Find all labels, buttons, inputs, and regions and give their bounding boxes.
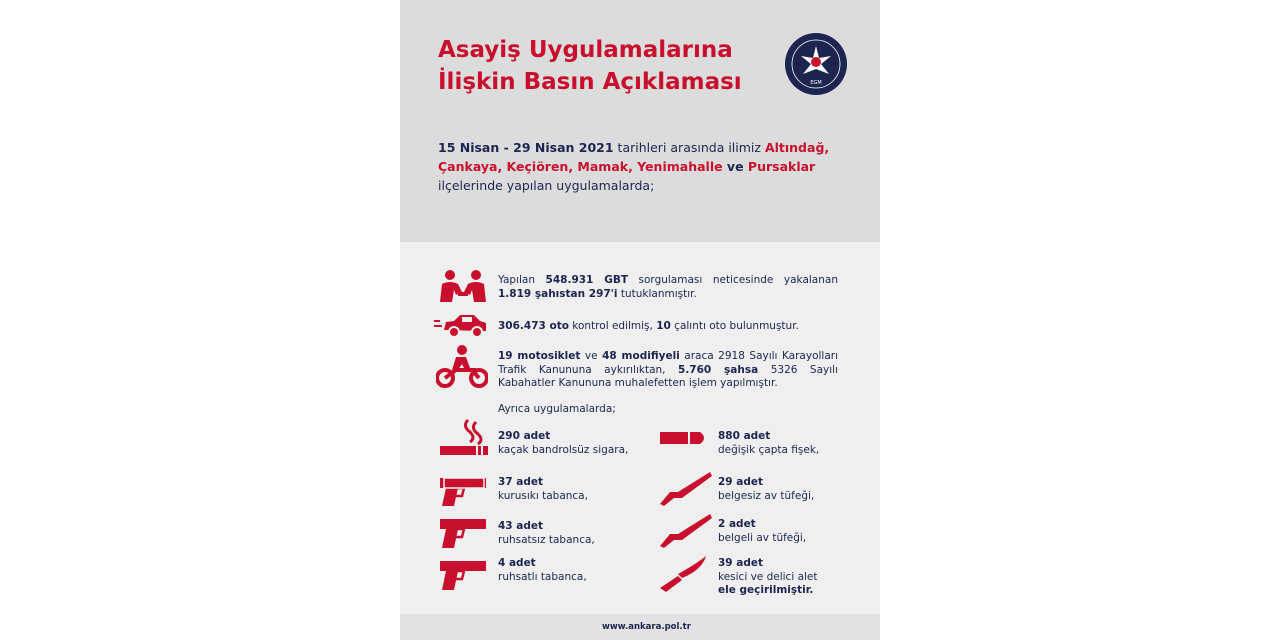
item-left-3: 43 adet ruhsatsız tabanca, — [498, 520, 595, 546]
intro-paragraph: 15 Nisan - 29 Nisan 2021 tarihleri arasında ilimiz Altındağ, Çankaya, Keçiören, Mamak, Yenimahalle ve Pursaklar ilçelerinde yapılan uygulamalarda; — [438, 140, 830, 193]
gbt-text: Yapılan 548.931 GBT sorgulaması neticesinde yakalanan 1.819 şahıstan 297'i tutuklanmıştır. — [498, 274, 838, 300]
footer-bar — [400, 614, 880, 640]
also-heading: Ayrıca uygulamalarda; — [498, 403, 616, 415]
item-left-4: 4 adet ruhsatlı tabanca, — [498, 557, 587, 583]
registered-shotgun-icon — [656, 512, 712, 552]
press-release-poster — [400, 0, 880, 640]
car-text: 306.473 oto kontrol edilmiş, 10 çalıntı oto bulunmuştur. — [498, 320, 799, 332]
motorcycle-icon — [436, 344, 488, 388]
cigarette-icon — [438, 418, 490, 458]
website-link[interactable]: www.ankara.pol.tr — [602, 622, 691, 632]
item-right-4: 39 adet kesici ve delici alet ele geçirilmiştir. — [718, 557, 818, 596]
title-line-1: Asayiş Uygulamalarına — [438, 37, 733, 63]
knife-icon — [656, 554, 710, 594]
motorcycle-text: 19 motosiklet ve 48 modifiyeli araca 2918 Sayılı Karayolları Trafik Kanununa aykırılıktan, 5.760 şahsa 5326 Sayılı Kabahatler Kanununa muhalefetten işlem yapılmıştır. — [498, 350, 839, 389]
item-left-2: 37 adet kurusıkı tabanca, — [498, 476, 588, 502]
car-icon — [434, 312, 488, 338]
blank-pistol-icon — [438, 474, 488, 510]
svg-text:EGM: EGM — [810, 80, 822, 86]
item-right-3: 2 adet belgeli av tüfeği, — [718, 518, 807, 544]
licensed-pistol-icon — [438, 558, 488, 594]
police-seal-icon — [784, 32, 848, 96]
unlicensed-pistol-icon — [438, 516, 488, 552]
bullet-icon — [658, 428, 710, 448]
poster-title — [438, 34, 742, 98]
item-right-2: 29 adet belgesiz av tüfeği, — [718, 476, 815, 502]
item-right-1: 880 adet değişik çapta fişek, — [718, 430, 820, 456]
unregistered-shotgun-icon — [656, 470, 712, 508]
title-line-2: İlişkin Basın Açıklaması — [438, 69, 742, 95]
item-left-1: 290 adet kaçak bandrolsüz sigara, — [498, 430, 629, 456]
arrest-icon — [438, 268, 488, 304]
